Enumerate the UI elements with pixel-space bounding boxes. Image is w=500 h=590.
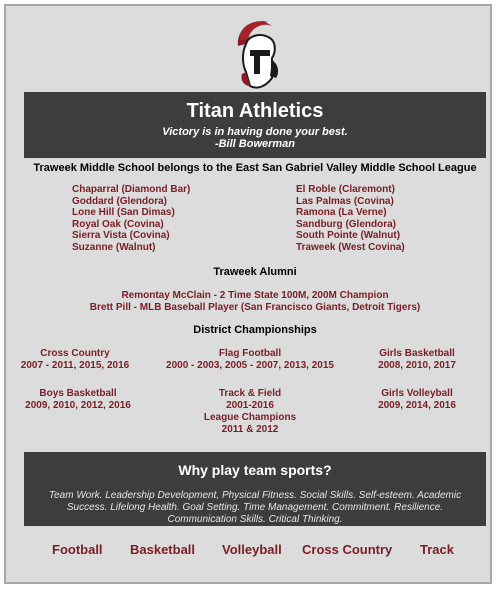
list-item: Lone Hill (San Dimas) — [72, 207, 175, 218]
sport-name: Cross Country — [40, 348, 110, 359]
why-banner — [24, 452, 486, 526]
alumni-heading: Traweek Alumni — [213, 266, 297, 278]
sport-years: 2007 - 2011, 2015, 2016 — [20, 360, 130, 371]
list-item: Royal Oak (Covina) — [72, 218, 164, 230]
champ-cross-country — [20, 348, 130, 372]
list-item: Brett Pill - MLB Baseball Player (San Francisco Giants, Detroit Tigers) — [89, 302, 421, 313]
champ-flag-football — [156, 348, 344, 372]
league-heading: Traweek Middle School belongs to the East San Gabriel Valley Middle School League — [33, 162, 477, 174]
list-item: Suzanne (Walnut) — [72, 241, 156, 253]
why-title: Why play team sports? — [178, 462, 332, 478]
list-item: Traweek (West Covina) — [296, 241, 405, 253]
sport-years: 2008, 2010, 2017 — [378, 360, 456, 371]
list-item: Sierra Vista (Covina) — [72, 230, 170, 241]
sport-years: 2009, 2010, 2012, 2016 — [25, 400, 131, 411]
sport-extra: League Champions — [203, 412, 297, 423]
sport-years: 2001-2016 — [226, 400, 274, 411]
nav-link-cross-country[interactable]: Cross Country — [302, 542, 393, 557]
list-item: Goddard (Glendora) — [72, 195, 167, 207]
nav-link-basketball[interactable]: Basketball — [130, 542, 196, 557]
sport-name: Girls Volleyball — [381, 388, 453, 399]
sport-years: 2009, 2014, 2016 — [378, 400, 456, 411]
list-item: Sandburg (Glendora) — [296, 218, 396, 230]
spartan-helmet-icon — [226, 16, 286, 96]
sport-name: Flag Football — [218, 348, 282, 359]
sport-name: Track & Field — [218, 388, 282, 399]
champ-track-field — [190, 388, 310, 436]
list-item: Las Palmas (Covina) — [296, 195, 394, 207]
motto-author: -Bill Bowerman — [214, 138, 296, 150]
sport-extra-years: 2011 & 2012 — [221, 424, 279, 435]
league-schools-right — [296, 184, 405, 253]
champ-girls-basketball — [362, 348, 472, 372]
league-schools-left — [72, 184, 190, 253]
champ-girls-volleyball — [362, 388, 472, 412]
championships-heading: District Championships — [193, 324, 317, 336]
sport-name: Girls Basketball — [379, 348, 455, 359]
list-item: El Roble (Claremont) — [296, 184, 395, 195]
nav-link-track[interactable]: Track — [420, 542, 454, 557]
sport-name: Boys Basketball — [39, 388, 117, 399]
list-item: Chaparral (Diamond Bar) — [72, 184, 191, 195]
list-item: South Pointe (Walnut) — [296, 230, 401, 241]
motto-quote: Victory is in having done your best. — [162, 126, 348, 138]
list-item: Ramona (La Verne) — [296, 207, 387, 218]
header-banner — [24, 92, 486, 158]
nav-link-football[interactable]: Football — [52, 542, 103, 557]
nav-link-volleyball[interactable]: Volleyball — [222, 542, 282, 557]
sport-years: 2000 - 2003, 2005 - 2007, 2013, 2015 — [166, 360, 334, 371]
alumni-list — [24, 290, 486, 314]
champ-boys-basketball — [20, 388, 136, 412]
page-title: Titan Athletics — [186, 100, 324, 122]
why-benefits: Team Work. Leadership Development, Physical Fitness. Social Skills. Self-esteem. Academic Success. Lifelong Health. Goal Setting. Time Management. Commitment. Resilience. Communication Skills. Critical Thinking. — [48, 490, 462, 525]
list-item: Remontay McClain - 2 Time State 100M, 200M Champion — [121, 290, 389, 301]
page-panel — [4, 4, 492, 584]
